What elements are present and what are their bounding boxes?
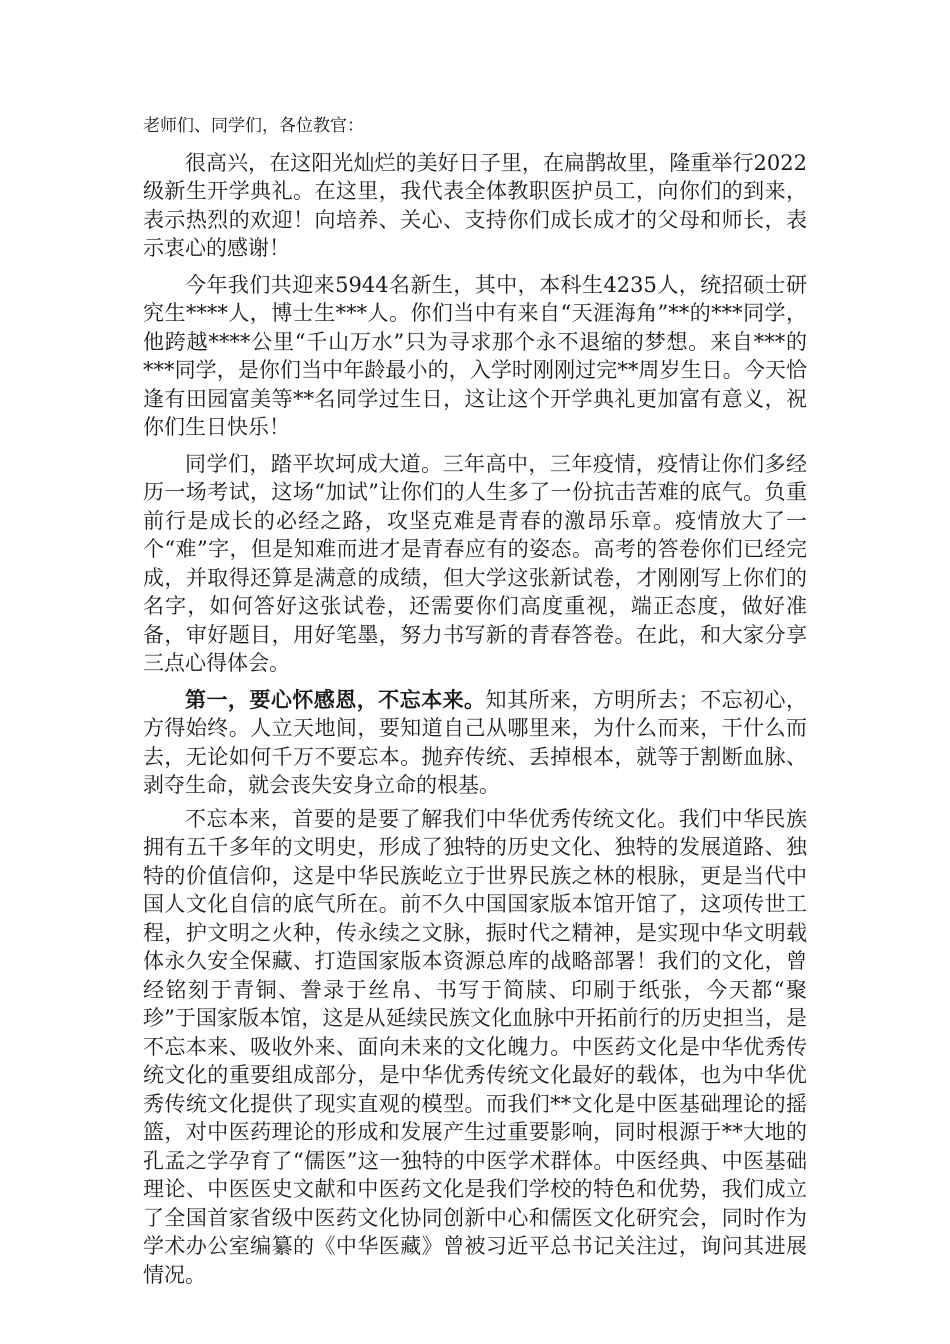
paragraph-welcome: [143, 149, 807, 263]
paragraph-text: 今年我们共迎来5944名新生，其中，本科生4235人，统招硕士研究生****人，博士生***人。你们当中有来自“天涯海角”**的***同学，他跨越****公里“千山万水”只为寻求那个永不退缩的梦想。来自***的***同学，是你们当中年龄最小的，入学时刚刚过完**周岁生日。今天恰逢有田园富美等**名同学过生日，这让这个开学典礼更加富有意义，祝你们生日快乐！: [143, 272, 807, 439]
salutation: 老师们、同学们，各位教官：: [143, 116, 364, 136]
paragraph-text: 很高兴，在这阳光灿烂的美好日子里，在扁鹊故里，隆重举行2022级新生开学典礼。在这里，我代表全体教职医护员工，向你们的到来，表示热烈的欢迎！向培养、关心、支持你们成长成才的父母和师长，表示衷心的感谢！: [143, 150, 807, 260]
document-page: [143, 112, 807, 1297]
paragraph-lead-heading: 第一，要心怀感恩，不忘本来。: [185, 686, 486, 712]
paragraph-new-students: [143, 271, 807, 442]
paragraph-text: 同学们，踏平坎坷成大道。三年高中，三年疫情，疫情让你们多经历一场考试，这场“加试”让你们的人生多了一份抗击苦难的底气。负重前行是成长的必经之路，攻坚克难是青春的激昂乐章。疫情放大了一个“难”字，但是知难而进才是青春应有的姿态。高考的答卷你们已经完成，并取得还算是满意的成绩，但大学这张新试卷，才刚刚写上你们的名字，如何答好这张试卷，还需要你们高度重视，端正态度，做好准备，审好题目，用好笔墨，努力书写新的青春答卷。在此，和大家分享三点心得体会。: [143, 451, 807, 675]
paragraph-pandemic: [143, 450, 807, 678]
paragraph-point-one: [143, 686, 807, 800]
paragraph-text: 知其所来，方明所去；不忘初心，方得始终。人立天地间，要知道自己从哪里来，为什么而来，干什么而去，无论如何千万不要忘本。抛弃传统、丢掉根本，就等于割断血脉、剥夺生命，就会丧失安身立命的根基。: [143, 687, 807, 797]
paragraph-text: 不忘本来，首要的是要了解我们中华优秀传统文化。我们中华民族拥有五千多年的文明史，形成了独特的历史文化、独特的发展道路、独特的价值信仰，这是中华民族屹立于世界民族之林的根脉，更是当代中国人文化自信的底气所在。前不久中国国家版本馆开馆了，这项传世工程，护文明之火种，传永续之文脉，振时代之精神，是实现中华文明载体永久安全保藏、打造国家版本资源总库的战略部署！我们的文化，曾经铭刻于青铜、誊录于丝帛、书写于简牍、印刷于纸张，今天都“聚珍”于国家版本馆，这是从延续民族文化血脉中开拓前行的历史担当，是不忘本来、吸收外来、面向未来的文化魄力。中医药文化是中华优秀传统文化的重要组成部分，是中华优秀传统文化最好的载体，也为中华优秀传统文化提供了现实直观的模型。而我们**文化是中医基础理论的摇篮，对中医药理论的形成和发展产生过重要影响，同时根源于**大地的孔孟之学孕育了“儒医”这一独特的中医学术群体。中医经典、中医基础理论、中医医史文献和中医药文化是我们学校的特色和优势，我们成立了全国首家省级中医药文化协同创新中心和儒医文化研究会，同时作为学术办公室编纂的《中华医藏》曾被习近平总书记关注过，询问其进展情况。: [143, 806, 807, 1287]
paragraph-traditional-culture: [143, 805, 807, 1290]
